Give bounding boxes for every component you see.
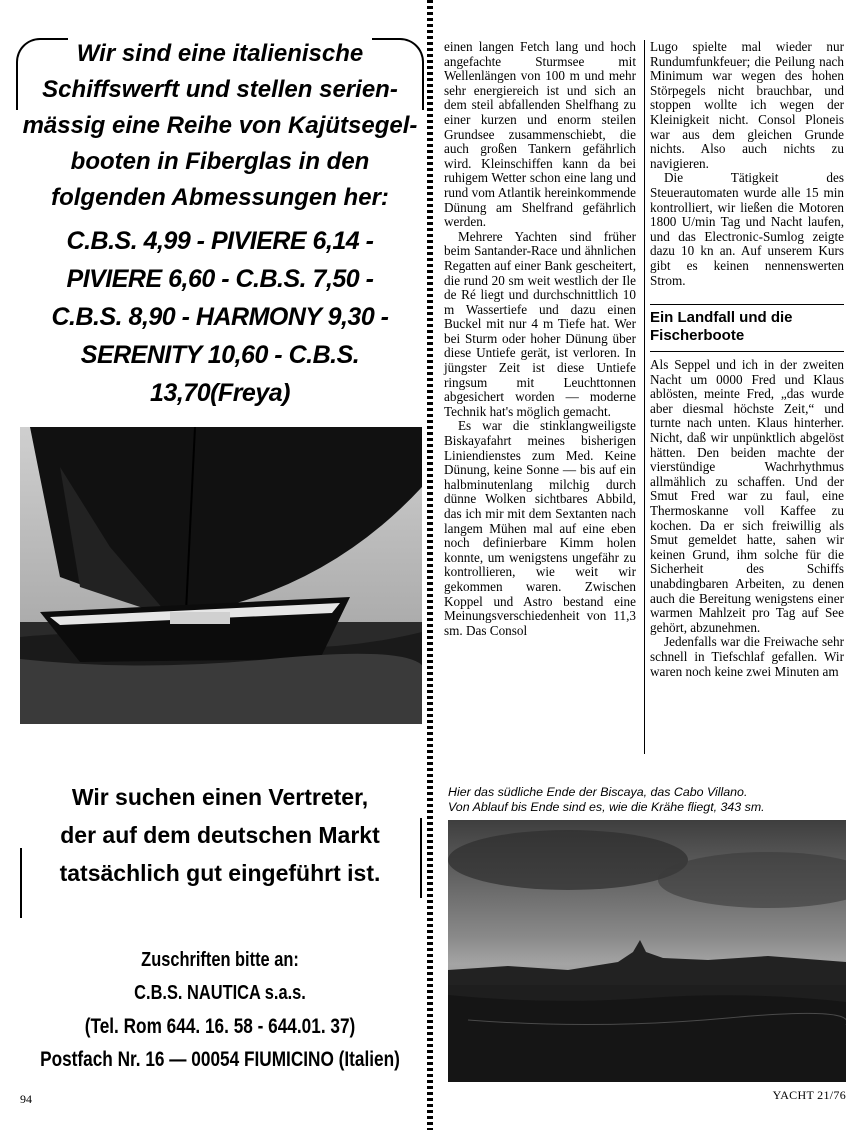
ad-headline-line: folgenden Abmessungen her: xyxy=(51,184,389,211)
article-paragraph: Die Tätigkeit des Steuerautomaten wurde alle 15 min kontrolliert, wir ließen die Motoren 1800 U/min Tag und Nacht laufen, und das Electronic-Sumlog zeigte dazu 10 kn an. Auf unserem Kurs gibt es keinen nennenswerten Strom. xyxy=(650,170,844,288)
article-paragraph: Lugo spielte mal wieder nur Rundumfunkfeuer; die Peilung nach Minimum war wegen des hohen Störpegels nicht brauchbar, und stoppen wollte ich wegen der Kleinigkeit nicht. Consol Ploneis war aus dem gleichen Grunde nichts. Also auch nichts zu navigieren. xyxy=(650,39,844,171)
article-paragraph: Es war die stinklangweiligste Biskayafahrt meines bisherigen Liniendienstes zum Med. Keine Dünung, keine Sonne — bis auf ein halbminutenlang milchig durch dünne Wolken sichtbares Abbild, das ich mir mit dem Sextanten nach langem Mühen mal auf eine eben noch definierbare Kimm holen konnte, um wenigstens ungefähr zu kontrollieren, wie weit wir gekommen waren. Zwischen Koppel und Astro bestand eine Meinungsverschiedenheit von 11,3 sm. Das Consol xyxy=(444,418,636,638)
ad-bracket-right xyxy=(372,38,424,110)
ad-model-line: SERENITY 10,60 - C.B.S. 13,70(Freya) xyxy=(80,341,360,407)
sailboat-image xyxy=(20,427,422,724)
article-subheading: Ein Landfall und die Fischerboote xyxy=(650,304,844,352)
sailboat-photo xyxy=(20,427,422,724)
ad-model-list xyxy=(16,222,424,412)
ad-search-line: Wir suchen einen Vertreter, xyxy=(71,784,369,810)
coastline-image xyxy=(448,820,846,1082)
article-paragraph: Jedenfalls war die Freiwache sehr schnell in Tiefschlaf gefallen. Wir waren noch keine zwei Minuten am xyxy=(650,634,844,679)
article-paragraph: Als Seppel und ich in der zweiten Nacht um 0000 Fred und Klaus ablösten, meinte Fred, „das wurde aber diesmal höchste Zeit,“ und turnte nach unten. Klaus hinterher. Nicht, daß wir unpünktlich abgelöst hätten. Den beiden machte der vierstündige Wachrhythmus allmählich zu schaffen. Und der Smut Fred war zu faul, eine Thermoskanne voll Kaffee zu kochen. Da er sich freiwillig als Smut gemeldet hatte, sahen wir keinen Grund, ihm solche für die Sicherheit des Schiffs unabdingbaren Arbeiten, zu denen auch die Bereitung wenigstens einer warmen Mahlzeit pro Tag auf See gehört, abzunehmen. xyxy=(650,357,844,635)
ad-headline-line: mässig eine Reihe von Kajütsegel- xyxy=(22,112,418,139)
ad-search-line: der auf dem deutschen Markt xyxy=(60,822,380,848)
ad-search-text xyxy=(16,778,424,892)
article-column-1 xyxy=(444,40,636,638)
column-rule xyxy=(644,40,645,754)
ad-rule-right xyxy=(420,818,422,898)
article-column-2 xyxy=(650,40,844,679)
photo-caption xyxy=(448,785,848,815)
article-paragraph: Mehrere Yachten sind früher beim Santander-Race und ähnlichen Regatten auf einer Bank gescheitert, die rund 20 sm weit westlich der Ile de Ré liegt und durchschnittlich 10 m Wassertiefe und dazu einen Buckel mit nur 4 m Tiefe hat. Wer bei Sturm oder hoher Dünung über diese Untiefe gerät, ist verloren. In jüngster Zeit ist diese Untiefe ringsum mit Leuchttonnen abgesichert worden — moderne Technik hat's möglich gemacht. xyxy=(444,228,636,419)
magazine-issue: YACHT 21/76 xyxy=(772,1088,846,1102)
cabo-villano-photo xyxy=(448,820,846,1082)
ad-headline-line: Wir sind eine italienische xyxy=(76,40,364,67)
caption-line: Von Ablauf bis Ende sind es, wie die Krähe fliegt, 343 sm. xyxy=(448,800,765,814)
article-paragraph: einen langen Fetch lang und hoch angefachte Sturmsee mit Wellenlängen von 100 m und mehr sehr energiereich ist und sich an dem steil abfallenden Shelfhang zu einer kurzen und enorm steilen Grundsee zusammenschiebt, die auch großen Tankern gefährlich wird. Kleinschiffen kann da bei ruhigem Wetter schon eine lang und rund vom Atlantik hereinkommende Dünung am Shelfrand gefährlich werden. xyxy=(444,39,636,230)
ad-company-name: C.B.S. NAUTICA s.a.s. xyxy=(134,982,306,1004)
shipyard-advertisement xyxy=(16,36,424,407)
ad-model-line: C.B.S. 4,99 - PIVIERE 6,14 - xyxy=(66,227,374,255)
page-gutter xyxy=(427,0,433,1130)
ad-rule-left xyxy=(20,848,22,918)
ad-headline-line: Schiffswerft und stellen serien- xyxy=(42,76,398,103)
ad-phone: (Tel. Rom 644. 16. 58 - 644.01. 37) xyxy=(84,1015,356,1038)
ad-model-line: C.B.S. 8,90 - HARMONY 9,30 - xyxy=(51,303,389,331)
caption-line: Hier das südliche Ende der Biscaya, das Cabo Villano. xyxy=(448,785,748,799)
ad-model-line: PIVIERE 6,60 - C.B.S. 7,50 - xyxy=(66,265,374,293)
ad-contact-intro: Zuschriften bitte an: xyxy=(141,949,299,971)
ad-postal-address: Postfach Nr. 16 — 00054 FIUMICINO (Italien) xyxy=(40,1048,400,1071)
representative-advertisement xyxy=(16,778,424,1098)
ad-search-line: tatsächlich gut eingeführt ist. xyxy=(59,860,381,886)
page-number: 94 xyxy=(20,1092,32,1106)
ad-headline-line: booten in Fiberglas in den xyxy=(70,148,370,175)
ad-headline xyxy=(16,36,424,216)
ad-contact-block xyxy=(40,944,400,1076)
ad-bracket-left xyxy=(16,38,68,110)
